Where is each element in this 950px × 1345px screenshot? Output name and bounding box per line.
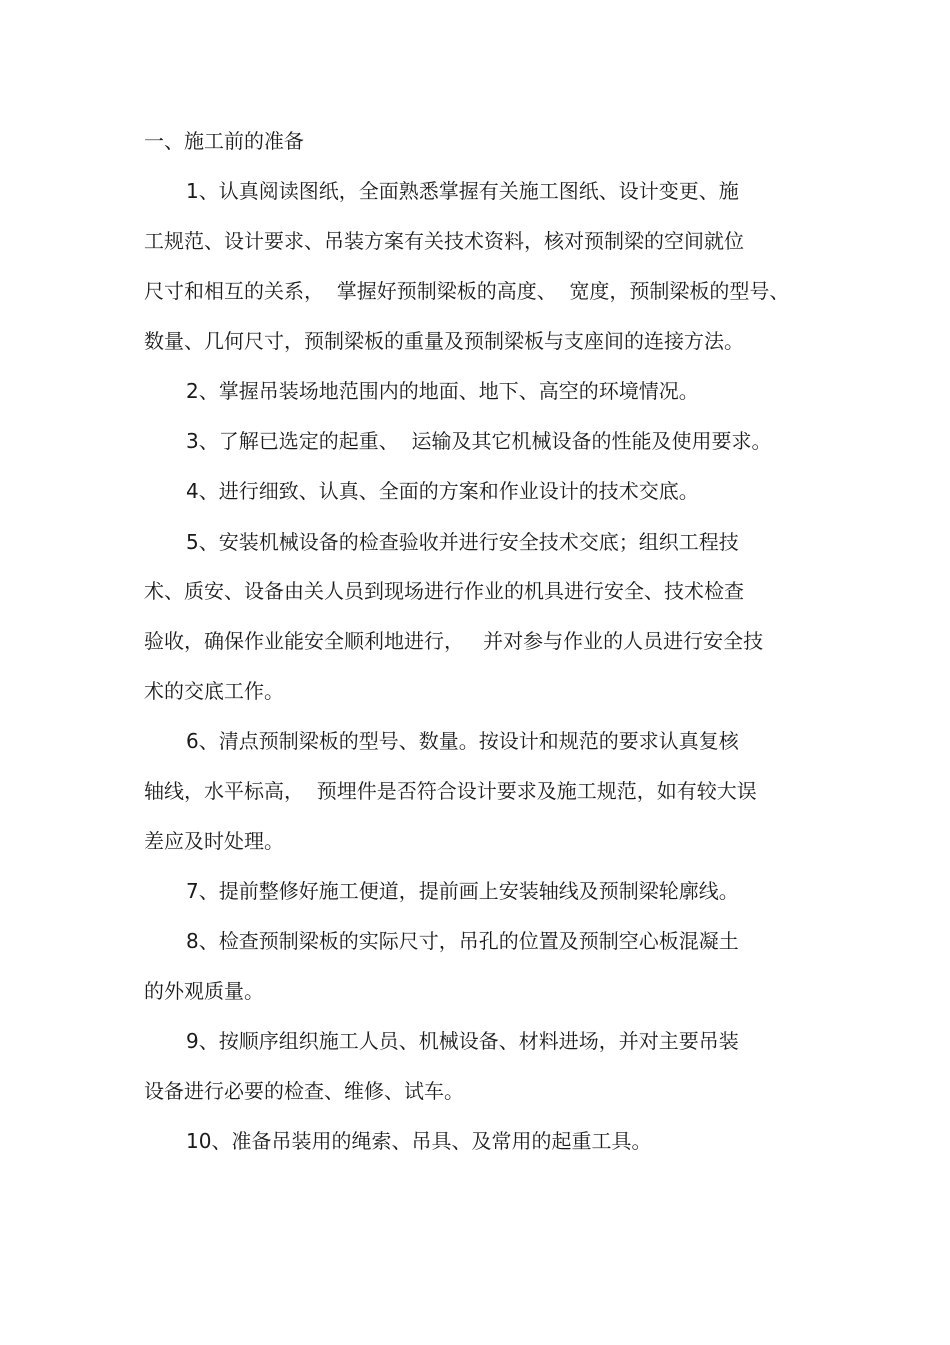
section-heading: 一、施工前的准备 xyxy=(144,129,304,153)
paragraph-5-line-2: 术、质安、设备由关人员到现场进行作业的机具进行安全、技术检查 xyxy=(144,579,744,603)
paragraph-1-line-4: 数量、几何尺寸，预制梁板的重量及预制梁板与支座间的连接方法。 xyxy=(144,329,744,353)
paragraph-1-line-3: 尺寸和相互的关系， 掌握好预制梁板的高度、 宽度，预制梁板的型号、 xyxy=(144,279,790,303)
paragraph-2-line-1: 2、掌握吊装场地范围内的地面、地下、高空的环境情况。 xyxy=(186,379,699,403)
paragraph-5-line-4: 术的交底工作。 xyxy=(144,679,284,703)
paragraph-4-line-1: 4、进行细致、认真、全面的方案和作业设计的技术交底。 xyxy=(186,479,699,503)
paragraph-3-line-1: 3、了解已选定的起重、 运输及其它机械设备的性能及使用要求。 xyxy=(186,429,772,453)
paragraph-7-line-1: 7、提前整修好施工便道，提前画上安装轴线及预制梁轮廓线。 xyxy=(186,879,739,903)
paragraph-5-line-1: 5、安装机械设备的检查验收并进行安全技术交底；组织工程技 xyxy=(186,530,739,554)
paragraph-10-line-1: 10、准备吊装用的绳索、吊具、及常用的起重工具。 xyxy=(186,1129,652,1153)
paragraph-5-line-3: 验收，确保作业能安全顺利地进行， 并对参与作业的人员进行安全技 xyxy=(144,629,764,653)
paragraph-6-line-2: 轴线，水平标高， 预埋件是否符合设计要求及施工规范，如有较大误 xyxy=(144,779,757,803)
paragraph-6-line-3: 差应及时处理。 xyxy=(144,829,284,853)
paragraph-8-line-1: 8、检查预制梁板的实际尺寸，吊孔的位置及预制空心板混凝土 xyxy=(186,929,739,953)
paragraph-1-line-1: 1、认真阅读图纸，全面熟悉掌握有关施工图纸、设计变更、施 xyxy=(186,179,739,203)
paragraph-6-line-1: 6、清点预制梁板的型号、数量。按设计和规范的要求认真复核 xyxy=(186,729,739,753)
paragraph-9-line-1: 9、按顺序组织施工人员、机械设备、材料进场，并对主要吊装 xyxy=(186,1029,739,1053)
paragraph-8-line-2: 的外观质量。 xyxy=(144,979,264,1003)
paragraph-1-line-2: 工规范、设计要求、吊装方案有关技术资料，核对预制梁的空间就位 xyxy=(144,229,744,253)
paragraph-9-line-2: 设备进行必要的检查、维修、试车。 xyxy=(144,1079,464,1103)
